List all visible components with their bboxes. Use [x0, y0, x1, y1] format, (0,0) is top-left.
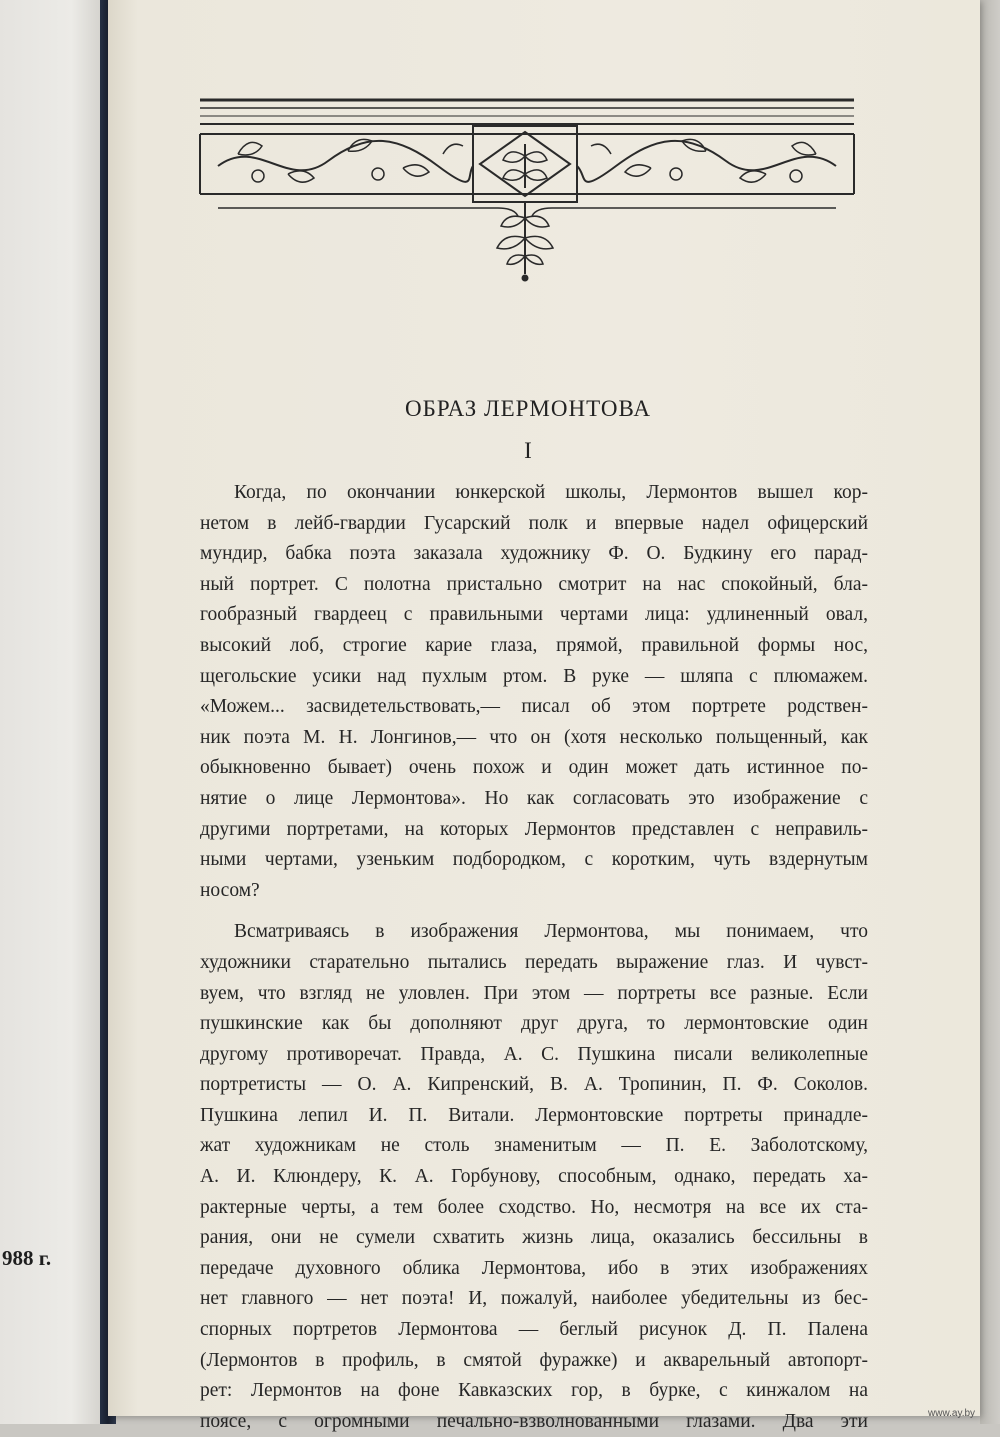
background-surface [980, 0, 1000, 1424]
text-line: ными чертами, узеньким подбородком, с коротким, чуть вздернутым [200, 849, 868, 871]
watermark: www.ay.by [928, 1408, 976, 1419]
text-line: вуем, что взгляд не уловлен. При этом — портреты все разные. Если [200, 982, 868, 1004]
text-line: нетом в лейб-гвардии Гусарский полк и впервые надел офицерский [200, 512, 868, 534]
text-line: нет главного — нет поэта! И, пожалуй, наиболее убедительны из бес- [200, 1288, 868, 1310]
text-line: «Можем... засвидетельствовать,— писал об этом портрете родствен- [200, 696, 868, 718]
text-line: портретисты — О. А. Кипренский, В. А. Тропинин, П. Ф. Соколов. [200, 1074, 868, 1096]
text-line: ник поэта М. Н. Лонгинов,— что он (хотя несколько польщенный, как [200, 726, 868, 748]
text-line: жат художникам не столь знаменитым — П. Е. Заболотскому, [200, 1135, 868, 1157]
text-line: высокий лоб, строгие карие глаза, прямой, правильной формы нос, [200, 634, 868, 656]
text-line: рет: Лермонтов на фоне Кавказских гор, в бурке, с кинжалом на [200, 1380, 868, 1402]
text-line: ный портрет. С полотна пристально смотрит на нас спокойный, бла- [200, 573, 868, 595]
text-line: рания, они не сумели схватить жизнь лица, оказались бессильны в [200, 1227, 868, 1249]
text-line: художники старательно пытались передать выражение глаз. И чувст- [200, 951, 868, 973]
text-line: пушкинские как бы дополняют друг друга, то лермонтовские один [200, 1013, 868, 1035]
text-line: передаче духовного облика Лермонтова, ибо в этих изображениях [200, 1257, 868, 1279]
text-line: другими портретами, на которых Лермонтов представлен с неправиль- [200, 818, 868, 840]
text-line: Когда, по окончании юнкерской школы, Лермонтов вышел кор- [234, 482, 868, 503]
text-line: нятие о лице Лермонтова». Но как согласовать это изображение с [200, 787, 868, 809]
paragraph [200, 917, 868, 1437]
chapter-title: ОБРАЗ ЛЕРМОНТОВА [405, 396, 651, 421]
text-line: носом? [200, 879, 260, 901]
text-line: (Лермонтов в профиль, в смятой фуражке) и акварельный автопорт- [200, 1349, 868, 1371]
text-line: обыкновенно бывает) очень похож и один может дать истинное по- [200, 757, 868, 779]
paragraph [200, 478, 868, 906]
floral-vignette-icon [198, 96, 856, 286]
text-line: гообразный гвардеец с правильными чертами лица: удлиненный овал, [200, 604, 868, 626]
text-line: А. И. Клюндеру, К. А. Горбунову, способным, однако, передать ха- [200, 1166, 868, 1188]
chapter-number: I [524, 438, 532, 463]
previous-page [0, 0, 102, 1424]
body-text [200, 478, 868, 1437]
text-line: спорных портретов Лермонтова — беглый рисунок Д. П. Палена [200, 1319, 868, 1341]
text-line: рактерные черты, а тем более сходство. Но, несмотря на все их ста- [200, 1196, 868, 1218]
text-line: щегольские усики над пухлым ртом. В руке — шляпа с плюмажем. [200, 665, 868, 687]
text-line: Всматриваясь в изображения Лермонтова, мы понимаем, что [234, 921, 868, 943]
text-line: поясе, с огромными печально-взволнованными глазами. Два эти [200, 1410, 868, 1432]
text-line: Пушкина лепил И. П. Витали. Лермонтовские портреты принадле- [200, 1104, 868, 1126]
text-line: другому противоречат. Правда, А. С. Пушкина писали великолепные [200, 1043, 868, 1065]
text-line: мундир, бабка поэта заказала художнику Ф. О. Будкину его парад- [200, 543, 868, 565]
year-fragment: 988 г. [2, 1246, 52, 1270]
